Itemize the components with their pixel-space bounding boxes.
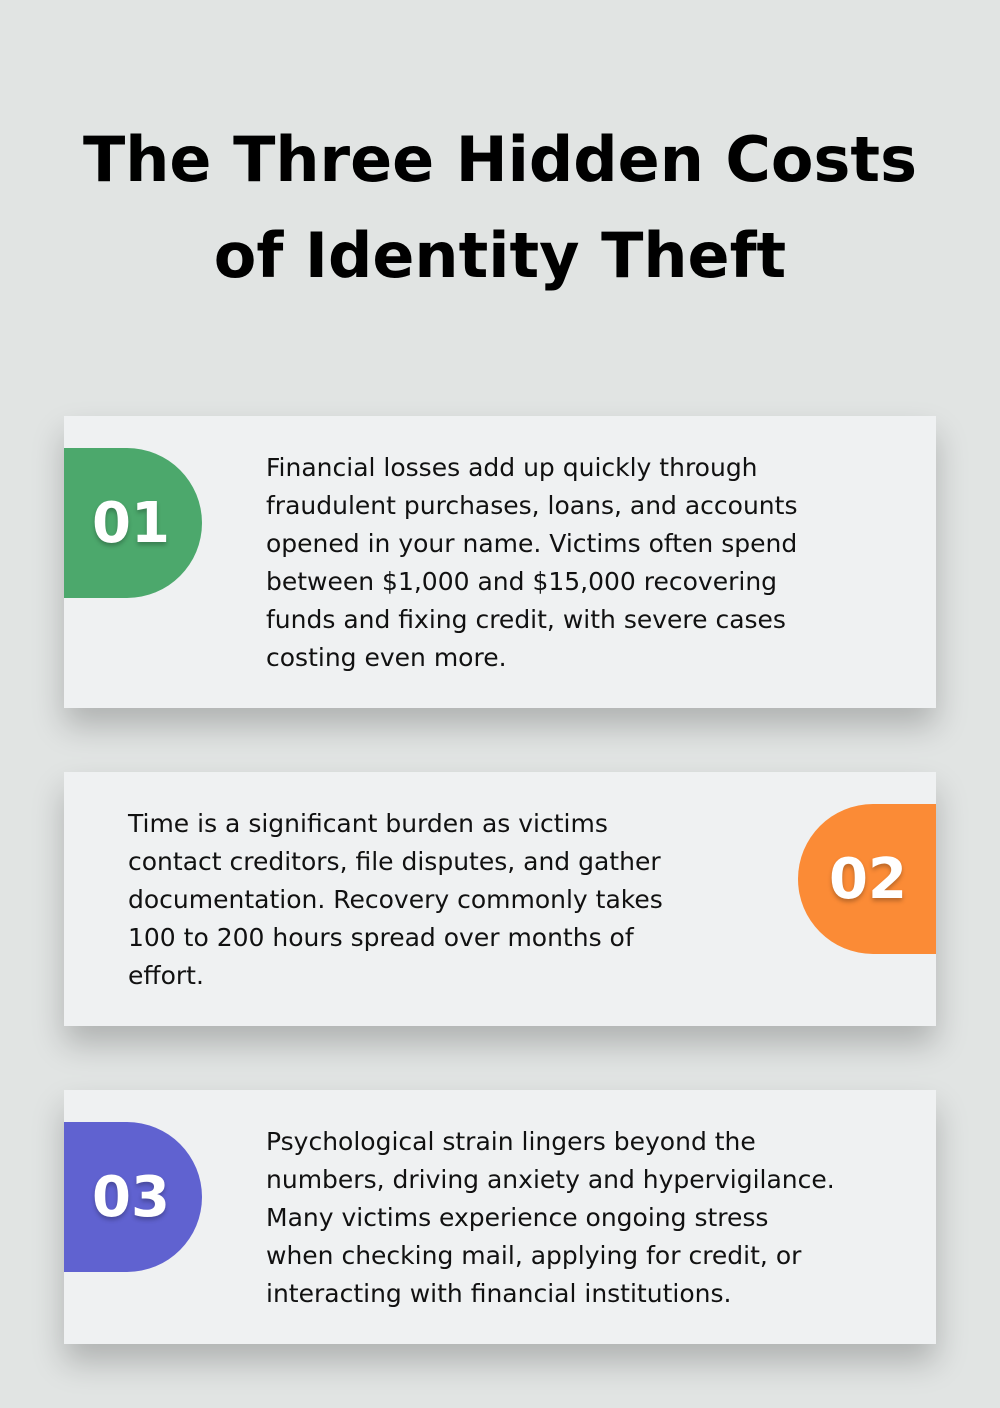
number-badge-01: 01 <box>64 448 202 598</box>
page-title-line-1: The Three Hidden Costs <box>83 123 917 196</box>
number-badge-03: 03 <box>64 1122 202 1272</box>
number-badge-02: 02 <box>798 804 936 954</box>
cost-card-text: Time is a significant burden as victims contact creditors, file disputes, and gather documentation. Recovery commonly takes 100 to 200 hours spread over months of effort. <box>128 809 663 990</box>
cost-card-time <box>64 772 936 1026</box>
cost-card-text: Financial losses add up quickly through fraudulent purchases, loans, and accounts opened in your name. Victims often spend between $1,000 and $15,000 recovering funds and fixing credit, with severe cases costing even more. <box>266 453 798 672</box>
cost-card-text: Psychological strain lingers beyond the numbers, driving anxiety and hypervigilance. Many victims experience ongoing stress when checking mail, applying for credit, or interacting with financial institutions. <box>266 1127 835 1308</box>
page-title <box>0 112 1000 304</box>
cost-card-psychological <box>64 1090 936 1344</box>
page-title-line-2: of Identity Theft <box>213 219 787 292</box>
cost-card-financial <box>64 416 936 708</box>
